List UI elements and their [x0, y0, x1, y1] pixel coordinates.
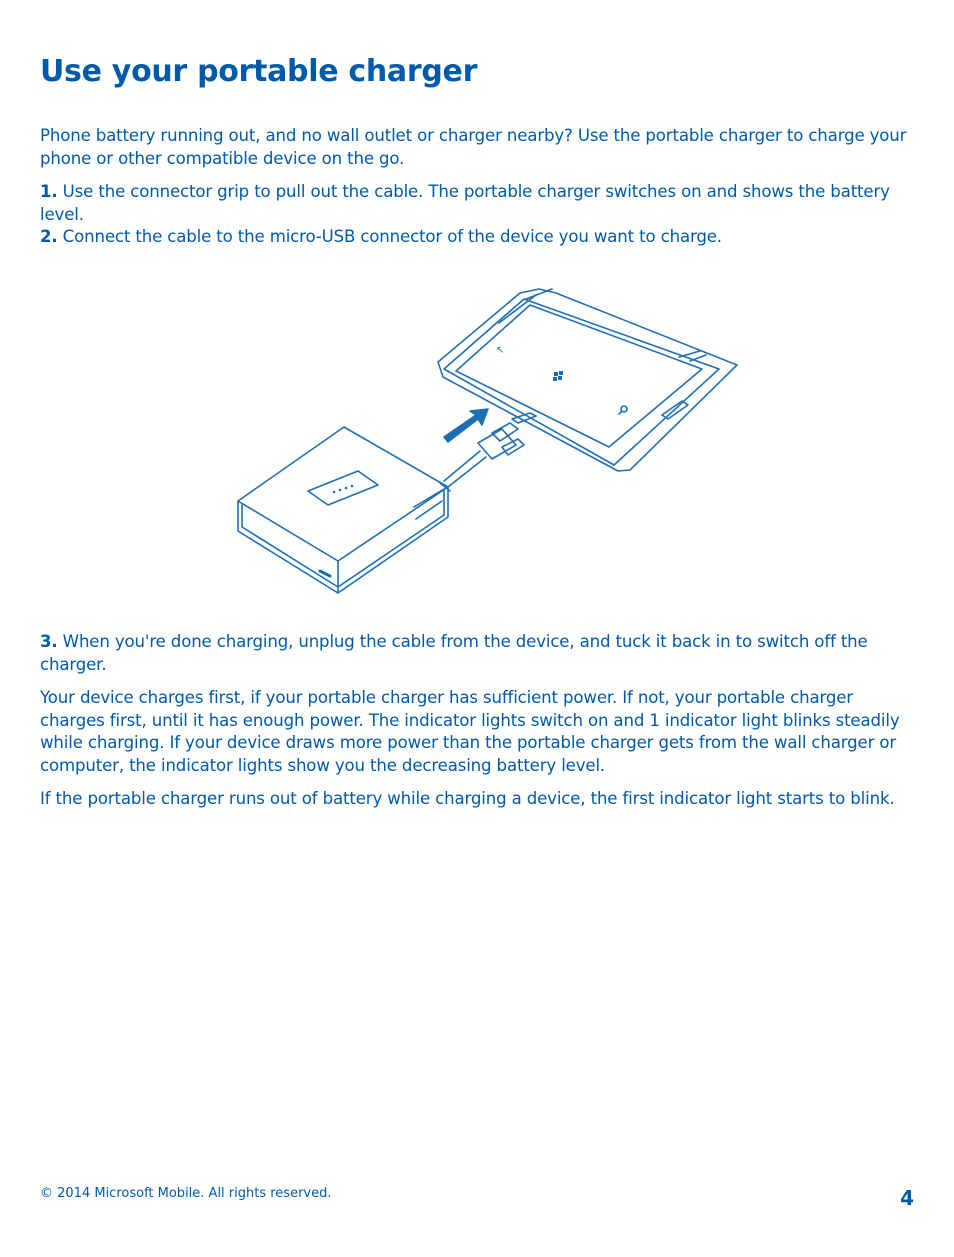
step-3 — [40, 631, 918, 676]
phone-usb-port — [512, 413, 536, 423]
power-button — [320, 571, 330, 576]
indicator-lights — [333, 485, 354, 494]
step-2 — [40, 226, 918, 249]
charger-cable — [440, 451, 486, 491]
copyright-footer: © 2014 Microsoft Mobile. All rights reserved. — [40, 1186, 332, 1201]
indicator-panel — [308, 471, 378, 505]
step-number: 2. — [40, 227, 58, 246]
step-number: 1. — [40, 182, 58, 201]
insert-arrow — [444, 409, 488, 442]
phone-drawing — [438, 289, 737, 471]
step-text: Use the connector grip to pull out the cable. The portable charger switches on and shows the battery level. — [40, 182, 890, 224]
usb-connector — [478, 423, 524, 459]
page-number: 4 — [900, 1186, 914, 1210]
windows-key-icon — [553, 371, 563, 381]
step-text: Connect the cable to the micro-USB connector of the device you want to charge. — [57, 227, 722, 246]
step-1 — [40, 181, 918, 226]
portable-charger-drawing — [238, 427, 448, 593]
device-charges-paragraph: Your device charges first, if your portable charger has sufficient power. If not, your portable charger charges first, until it has enough power. The indicator lights switch on and 1 indicator light blinks steadily while charging. If your device draws more power than the portable charger gets from the wall charger or computer, the indicator lights show you the decreasing battery level. — [40, 688, 900, 775]
runs-out-paragraph: If the portable charger runs out of battery while charging a device, the first indicator light starts to blink. — [40, 789, 895, 808]
charger-illustration — [234, 285, 744, 597]
search-key-handle — [619, 411, 622, 414]
intro-paragraph: Phone battery running out, and no wall outlet or charger nearby? Use the portable charger to charge your phone or other compatible device on the go. — [40, 126, 907, 168]
step-text: When you're done charging, unplug the cable from the device, and tuck it back in to switch off the charger. — [40, 632, 868, 674]
back-key-icon: ↖ — [496, 345, 505, 356]
page-title: Use your portable charger — [40, 54, 478, 89]
step-number: 3. — [40, 632, 58, 651]
